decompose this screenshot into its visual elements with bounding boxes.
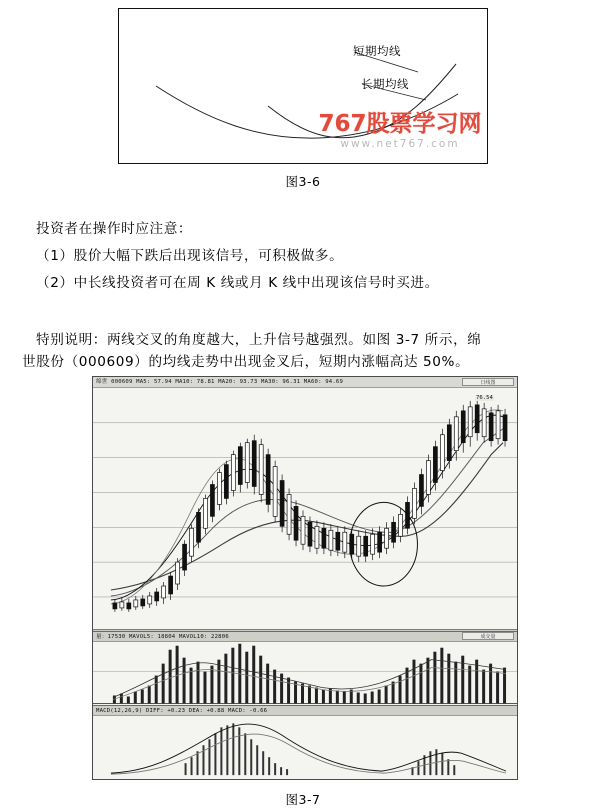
price-high-tag: 76.54 (476, 395, 493, 401)
figure-3-6-curves (118, 8, 488, 164)
paragraph-note-item-1: （1）股价大幅下跌后出现该信号，可积极做多。 (36, 248, 344, 264)
volume-panel-badge: 成交量 (462, 632, 514, 640)
volume-panel-header: 量：17530 MAVOL5: 18804 MAVOL10: 22806 (93, 631, 517, 642)
figure-3-6-caption: 图3-6 (285, 174, 321, 189)
watermark-url-text: www.net767.com (340, 138, 460, 151)
short-ma-label: 短期均线 (353, 44, 401, 58)
paragraph-special-note-line-1: 特别说明：两线交叉的角度越大，上升信号越强烈。如图 3-7 所示，绵 (36, 332, 482, 348)
long-ma-label: 长期均线 (361, 77, 409, 91)
macd-panel-header: MACD(12,26,9) DIFF: +0.23 DEA: +0.88 MACD: -0.66 (93, 705, 517, 716)
figure-3-7-caption: 图3-7 (285, 792, 321, 807)
watermark-main-text: 767股票学习网 (318, 111, 482, 137)
paragraph-note-intro: 投资者在操作时应注意： (36, 221, 193, 237)
paragraph-special-note-line-2: 世股份（000609）的均线走势中出现金叉后，短期内涨幅高达 50%。 (22, 354, 470, 370)
price-panel-header: 绵世 000609 MA5: 57.94 MA10: 78.81 MA20: 93.73 MA30: 96.31 MA60: 94.69 (93, 377, 517, 388)
price-panel-badge: 日线图 (462, 378, 514, 386)
figure-3-6 (118, 8, 488, 164)
figure-3-7 (92, 376, 518, 780)
figure-3-7-plot (93, 377, 517, 779)
paragraph-note-item-2: （2）中长线投资者可在周 K 线或月 K 线中出现该信号时买进。 (36, 275, 439, 291)
